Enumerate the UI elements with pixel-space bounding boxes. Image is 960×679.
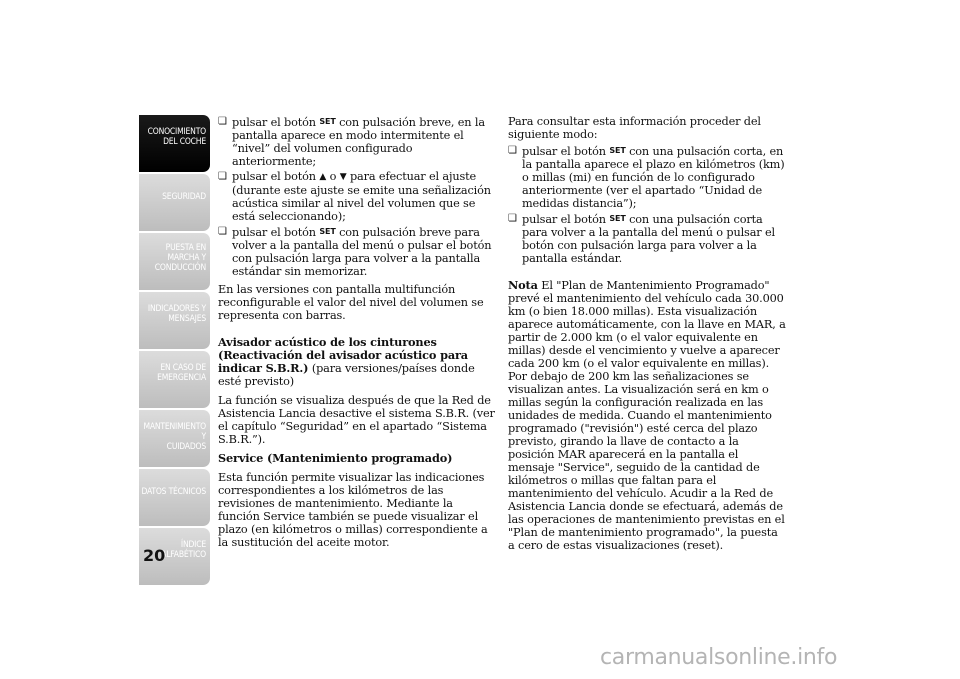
note-paragraph [508, 279, 786, 552]
text: pulsar el botón [232, 226, 316, 239]
tab-seguridad[interactable] [139, 174, 210, 231]
tab-label: ÍNDICE [180, 540, 206, 550]
tab-label: MARCHA Y [167, 253, 206, 263]
paragraph: La función se visualiza después de que la Red de Asistencia Lancia desactive el sistema S.B.R. (ver el capítulo “Seguridad” en el apartado “Sistema S.B.R.”). [218, 394, 495, 446]
tab-datos-tecnicos[interactable] [139, 469, 210, 526]
tab-label: CUIDADOS [166, 442, 206, 452]
tab-puesta-en-marcha[interactable] [139, 233, 210, 290]
set-button-icon: SET [319, 117, 336, 126]
text: para efectuar el ajuste (durante este ajuste se emite una señalización acústica similar al nivel del volumen que se está seleccionando); [232, 170, 491, 223]
tab-label: EN CASO DE [160, 363, 206, 373]
right-column [508, 115, 786, 558]
down-button-icon: ▼ [339, 172, 347, 182]
paragraph: Para consultar esta información proceder del siguiente modo: [508, 115, 761, 141]
text: con pulsación breve para volver a la pantalla del menú o pulsar el botón con pulsación larga para volver a la pantalla estándar sin memorizar. [232, 226, 492, 278]
up-button-icon: ▲ [319, 172, 327, 182]
page-number: 20 [143, 546, 166, 565]
list-item [508, 212, 786, 265]
tab-conocimiento-del-coche[interactable] [139, 115, 210, 172]
text: pulsar el botón [232, 116, 316, 129]
tab-label: CONOCIMIENTO [147, 127, 206, 137]
tab-label: CONDUCCIÓN [154, 263, 206, 273]
tab-label: MANTENIMIENTO Y [143, 422, 206, 442]
list-item [508, 144, 786, 210]
text: con una pulsación corta, en la pantalla aparece el plazo en kilómetros (km) o millas (mi) en función de lo configurado anteriormente (ver el apartado “Unidad de medidas distancia”); [522, 145, 785, 210]
tab-label: ALFABÉTICO [161, 550, 206, 560]
text: o [329, 170, 337, 183]
left-column [218, 115, 496, 555]
tab-label: PUESTA EN [165, 243, 206, 253]
heading-rest: (para versiones/países donde esté previsto) [218, 362, 475, 388]
tab-en-caso-de-emergencia[interactable] [139, 351, 210, 408]
tab-label: DATOS TÉCNICOS [141, 487, 206, 497]
note-label: Nota [508, 278, 538, 292]
chapter-sidebar [139, 115, 210, 587]
text: pulsar el botón [232, 170, 316, 183]
list-item [218, 115, 496, 168]
paragraph: En las versiones con pantalla multifunción reconfigurable el valor del nivel del volumen se representa con barras. [218, 283, 484, 322]
watermark: carmanualsonline.info [600, 645, 838, 670]
tab-label: INDICADORES Y [147, 304, 206, 314]
set-button-icon: SET [609, 146, 626, 155]
tab-mantenimiento-y-cuidados[interactable] [139, 410, 210, 467]
tab-label: DEL COCHE [163, 137, 206, 147]
tab-label: SEGURIDAD [162, 192, 206, 202]
note-text: El "Plan de Mantenimiento Programado" prevé el mantenimiento del vehículo cada 30.000 km (o bien 18.000 millas). Esta visualización aparece automáticamente, con la llave en MAR, a partir de 2.000 km (o el valor equivalente en millas) desde el vencimiento y vuelve a aparecer cada 200 km (o el valor equivalente en millas). Por debajo de 200 km las señalizaciones se visualizan antes. La visualización será en km o millas según la configuración realizada en las unidades de medida. Cuando el mantenimiento programado ("revisión") esté cerca del plazo previsto, girando la llave de contacto a la posición MAR aparecerá en la pantalla el mensaje "Service", seguido de la cantidad de kilómetros o millas que faltan para el mantenimiento del vehículo. Acudir a la Red de Asistencia Lancia donde se efectuará, además de las operaciones de mantenimiento previstas en el "Plan de mantenimiento programado", la puesta a cero de estas visualizaciones (reset). [508, 279, 786, 552]
section-heading-service: Service (Mantenimiento programado) [218, 451, 453, 465]
text: con una pulsación corta para volver a la pantalla del menú o pulsar el botón con pulsación larga para volver a la pantalla estándar. [522, 213, 775, 265]
set-button-icon: SET [319, 227, 336, 236]
set-button-icon: SET [609, 214, 626, 223]
paragraph: Esta función permite visualizar las indicaciones correspondientes a los kilómetros de las revisiones de mantenimiento. Mediante la función Service también se puede visualizar el plazo (en kilómetros o millas) correspondiente a la sustitución del aceite motor. [218, 471, 488, 549]
heading-bold: Avisador acústico de los cinturones (Reactivación del avisador acústico para indicar S.B.R.) [218, 335, 468, 375]
tab-indicadores-y-mensajes[interactable] [139, 292, 210, 349]
list-item [218, 170, 496, 223]
text: pulsar el botón [522, 213, 606, 226]
list-item [218, 225, 496, 278]
text: con pulsación breve, en la pantalla aparece en modo intermitente el “nivel” del volumen configurado anteriormente; [232, 116, 485, 168]
tab-label: MENSAJES [168, 314, 206, 324]
tab-label: EMERGENCIA [157, 373, 206, 383]
text: pulsar el botón [522, 145, 606, 158]
section-heading-sbr [218, 336, 496, 388]
